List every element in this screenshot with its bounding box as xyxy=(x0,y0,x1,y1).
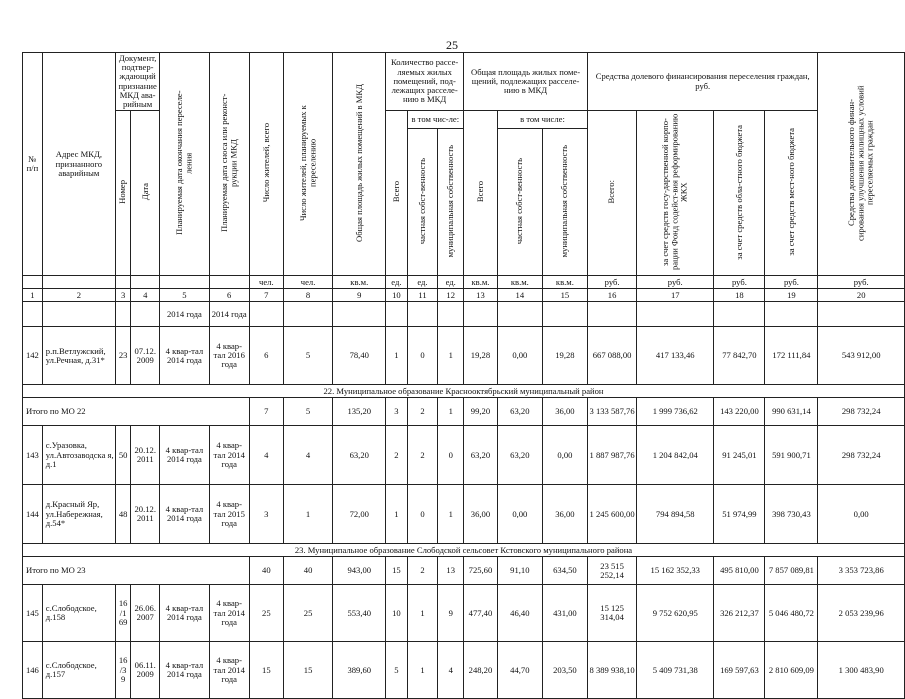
cell-fund-additional: 543 912,00 xyxy=(818,327,905,385)
cell-planned-end: 4 квар-тал 2014 года xyxy=(160,426,209,485)
cell-fund-local: 990 631,14 xyxy=(765,398,818,426)
cell-fund-local: 2 810 609,09 xyxy=(765,642,818,699)
cell-fund-local: 5 046 480,72 xyxy=(765,585,818,642)
unit-cell: руб. xyxy=(714,276,765,289)
header-doc-date: Дата xyxy=(139,183,150,201)
cell-area-total: 248,20 xyxy=(464,642,498,699)
unit-cell: кв.м. xyxy=(542,276,587,289)
unit-cell: ед. xyxy=(407,276,438,289)
header-fund-total: Всего: xyxy=(606,180,617,204)
cell-fund-total: 1 887 987,76 xyxy=(588,426,637,485)
header-num: № п/п xyxy=(23,53,43,276)
cell-num: 142 xyxy=(23,327,43,385)
cell-residents: 3 xyxy=(249,485,283,544)
cell-rooms-municipal: 1 xyxy=(438,398,464,426)
col-number: 3 xyxy=(115,289,130,302)
col-number: 18 xyxy=(714,289,765,302)
col-number: 9 xyxy=(333,289,386,302)
cell-rooms-total: 1 xyxy=(386,327,407,385)
total-row xyxy=(23,557,905,585)
cell-rooms-municipal: 9 xyxy=(438,585,464,642)
cell-num: 146 xyxy=(23,642,43,699)
cell-fund-region: 77 842,70 xyxy=(714,327,765,385)
unit-cell: руб. xyxy=(637,276,714,289)
header-fund-fund: за счет средств госу-дарственной корпо-рации Фонд содейст-вия реформированию ЖКХ xyxy=(660,113,689,271)
cell-fund-local: 7 857 089,81 xyxy=(765,557,818,585)
cell-doc-number: 50 xyxy=(115,426,130,485)
cell-total-area: 135,20 xyxy=(333,398,386,426)
cell-area-municipal: 431,00 xyxy=(542,585,587,642)
cell-num: 144 xyxy=(23,485,43,544)
page-number: 25 xyxy=(446,38,458,52)
unit-cell: руб. xyxy=(818,276,905,289)
cell-doc-date: 07.12. 2009 xyxy=(131,327,160,385)
col-number: 17 xyxy=(637,289,714,302)
cell-fund-fund: 417 133,46 xyxy=(637,327,714,385)
table-row xyxy=(23,426,905,485)
header-rooms-municipal: муниципальная собственность xyxy=(445,144,456,258)
cell-rooms-private: 1 xyxy=(407,585,438,642)
unit-cell: кв.м. xyxy=(464,276,498,289)
col-number: 1 xyxy=(23,289,43,302)
cell-doc-date: 26.06. 2007 xyxy=(131,585,160,642)
cell-area-municipal: 36,00 xyxy=(542,398,587,426)
header-planned-demolition: Планируемая дата сноса или реконст-рукции МКД xyxy=(218,93,239,233)
header-area-total: Всего xyxy=(474,181,485,203)
header-area-incl: в том числе: xyxy=(497,111,587,129)
header-rooms-count: Количество рассе-ляемых жилых помещений, под-лежащих расселе-нию в МКД xyxy=(386,53,464,111)
cell-area-total: 99,20 xyxy=(464,398,498,426)
cell-area-total: 63,20 xyxy=(464,426,498,485)
cell-doc-date: 20.12. 2011 xyxy=(131,426,160,485)
cell-area-private: 63,20 xyxy=(497,398,542,426)
cell-area-private: 0,00 xyxy=(497,327,542,385)
col-number: 20 xyxy=(818,289,905,302)
cell-residents-planned: 5 xyxy=(283,327,332,385)
units-row xyxy=(23,276,905,289)
col-number: 19 xyxy=(765,289,818,302)
cell-area-total: 477,40 xyxy=(464,585,498,642)
cell-doc-number: 16 /3 9 xyxy=(115,642,130,699)
cell-fund-total: 8 389 938,10 xyxy=(588,642,637,699)
cell-total-area: 389,60 xyxy=(333,642,386,699)
cell-fund-additional: 1 300 483,90 xyxy=(818,642,905,699)
cell-total-area: 72,00 xyxy=(333,485,386,544)
cell-total-area: 63,20 xyxy=(333,426,386,485)
cell-address: с.Слободское, д.158 xyxy=(42,585,115,642)
cell-planned-demolition: 4 квар-тал 2014 года xyxy=(209,642,249,699)
cell-planned-end: 4 квар-тал 2014 года xyxy=(160,485,209,544)
header-rooms-private: частная собст-венность xyxy=(416,157,427,244)
col-number: 12 xyxy=(438,289,464,302)
header-doc-number: Номер xyxy=(117,180,128,204)
col-number: 14 xyxy=(497,289,542,302)
cell-fund-total: 23 515 252,14 xyxy=(588,557,637,585)
cell-planned-demolition: 4 квар-тал 2014 года xyxy=(209,585,249,642)
unit-cell: ед. xyxy=(386,276,407,289)
unit-cell: кв.м. xyxy=(497,276,542,289)
section-heading: 23. Муниципальное образование Слободской сельсовет Кстовского муниципального района xyxy=(23,544,905,557)
unit-cell: ед. xyxy=(438,276,464,289)
cell-fund-local: 172 111,84 xyxy=(765,327,818,385)
cell-area-total: 725,60 xyxy=(464,557,498,585)
cell-area-municipal: 19,28 xyxy=(542,327,587,385)
cell-rooms-total: 5 xyxy=(386,642,407,699)
cell-rooms-total: 15 xyxy=(386,557,407,585)
cell-rooms-total: 1 xyxy=(386,485,407,544)
cell-fund-total: 667 088,00 xyxy=(588,327,637,385)
cell-fund-additional: 298 732,24 xyxy=(818,398,905,426)
cell-rooms-private: 2 xyxy=(407,557,438,585)
cell-total-area: 943,00 xyxy=(333,557,386,585)
total-label: Итого по МО 23 xyxy=(23,557,250,585)
table-row xyxy=(23,585,905,642)
cell-fund-fund: 1 204 842,04 xyxy=(637,426,714,485)
cell-area-municipal: 36,00 xyxy=(542,485,587,544)
cell-fund-region: 91 245,01 xyxy=(714,426,765,485)
cell-doc-number: 48 xyxy=(115,485,130,544)
header-rooms-incl: в том чис-ле: xyxy=(407,111,463,129)
cell-fund-local: 398 730,43 xyxy=(765,485,818,544)
resettlement-table xyxy=(22,52,905,699)
cell-rooms-private: 0 xyxy=(407,485,438,544)
cell-residents-planned: 5 xyxy=(283,398,332,426)
header-funding-group: Средства долевого финансирования переселения граждан, руб. xyxy=(588,53,818,111)
cell-area-private: 44,70 xyxy=(497,642,542,699)
cell-area-private: 0,00 xyxy=(497,485,542,544)
cell-fund-region: 169 597,63 xyxy=(714,642,765,699)
column-numbers-row xyxy=(23,289,905,302)
cell-fund-additional: 0,00 xyxy=(818,485,905,544)
cell-fund-region: 51 974,99 xyxy=(714,485,765,544)
cell-rooms-total: 10 xyxy=(386,585,407,642)
cell-area-private: 91,10 xyxy=(497,557,542,585)
col-number: 2 xyxy=(42,289,115,302)
cell-area-municipal: 203,50 xyxy=(542,642,587,699)
cell-planned-end: 4 квар-тал 2014 года xyxy=(160,327,209,385)
cell-residents-planned: 1 xyxy=(283,485,332,544)
cell-planned-demolition: 4 квар-тал 2015 года xyxy=(209,485,249,544)
cell-fund-total: 15 125 314,04 xyxy=(588,585,637,642)
total-row xyxy=(23,398,905,426)
cell-rooms-private: 0 xyxy=(407,327,438,385)
cell-residents: 40 xyxy=(249,557,283,585)
cell-planned-end: 4 квар-тал 2014 года xyxy=(160,642,209,699)
header-document: Документ, подтвер-ждающий признание МКД ава-рийным xyxy=(115,53,159,111)
cell-residents: 25 xyxy=(249,585,283,642)
cell-rooms-private: 2 xyxy=(407,426,438,485)
col-number: 7 xyxy=(249,289,283,302)
col-number: 10 xyxy=(386,289,407,302)
cell-fund-region: 495 810,00 xyxy=(714,557,765,585)
cell-doc-number: 16 /1 69 xyxy=(115,585,130,642)
cell-residents-planned: 25 xyxy=(283,585,332,642)
cell-area-total: 36,00 xyxy=(464,485,498,544)
table-row xyxy=(23,642,905,699)
cell-area-private: 46,40 xyxy=(497,585,542,642)
cell-address: р.п.Ветлужский, ул.Речная, д.31* xyxy=(42,327,115,385)
cell-rooms-private: 1 xyxy=(407,642,438,699)
cell-rooms-municipal: 1 xyxy=(438,327,464,385)
cell-num: 143 xyxy=(23,426,43,485)
cell-residents-planned: 15 xyxy=(283,642,332,699)
cell-area-private: 63,20 xyxy=(497,426,542,485)
col-number: 4 xyxy=(131,289,160,302)
cell-rooms-municipal: 13 xyxy=(438,557,464,585)
cell-rooms-municipal: 1 xyxy=(438,485,464,544)
unit-cell: руб. xyxy=(588,276,637,289)
cell-planned-demolition: 4 квар-тал 2016 года xyxy=(209,327,249,385)
cell-planned-end: 4 квар-тал 2014 года xyxy=(160,585,209,642)
header-row xyxy=(23,53,905,111)
cell-area-total: 19,28 xyxy=(464,327,498,385)
cell-fund-additional: 3 353 723,86 xyxy=(818,557,905,585)
cell-fund-total: 3 133 587,76 xyxy=(588,398,637,426)
col-number: 5 xyxy=(160,289,209,302)
header-area-group: Общая площадь жилых поме-щений, подлежащих расселе-нию в МКД xyxy=(464,53,588,111)
col-number: 16 xyxy=(588,289,637,302)
cell-fund-additional: 298 732,24 xyxy=(818,426,905,485)
header-fund-region: за счет средств обла-стного бюджета xyxy=(733,124,744,260)
header-address: Адрес МКД, признанного аварийным xyxy=(42,53,115,276)
cell-rooms-total: 3 xyxy=(386,398,407,426)
cell-rooms-private: 2 xyxy=(407,398,438,426)
cell-doc-date: 06.11. 2009 xyxy=(131,642,160,699)
cell-fund-fund: 9 752 620,95 xyxy=(637,585,714,642)
col-number: 15 xyxy=(542,289,587,302)
cell-fund-region: 326 212,37 xyxy=(714,585,765,642)
cell-fund-region: 143 220,00 xyxy=(714,398,765,426)
cell-residents-planned: 40 xyxy=(283,557,332,585)
cell-residents: 7 xyxy=(249,398,283,426)
header-area-municipal: муниципальная собственность xyxy=(559,144,570,258)
col-number: 6 xyxy=(209,289,249,302)
cell-rooms-municipal: 4 xyxy=(438,642,464,699)
cell-fund-fund: 1 999 736,62 xyxy=(637,398,714,426)
cell-total-area: 78,40 xyxy=(333,327,386,385)
cell-residents-planned: 4 xyxy=(283,426,332,485)
cell-residents: 15 xyxy=(249,642,283,699)
section-heading: 22. Муниципальное образование Краснооктябрьский муниципальный район xyxy=(23,385,905,398)
cell-rooms-total: 2 xyxy=(386,426,407,485)
cell-total-area: 553,40 xyxy=(333,585,386,642)
unit-cell: чел. xyxy=(283,276,332,289)
header-fund-additional: Средства дополнительного финан-сирования улучшения жилищных условий переселяемых граждан xyxy=(846,85,875,241)
cell-planned-demolition: 4 квар-тал 2014 года xyxy=(209,426,249,485)
header-planned-end: Планируемая дата окончания переселе-ления xyxy=(174,90,194,236)
cell-residents: 6 xyxy=(249,327,283,385)
cell-address: с.Уразовка, ул.Автозаводска я, д.1 xyxy=(42,426,115,485)
col-number: 13 xyxy=(464,289,498,302)
header-rooms-total: Всего xyxy=(390,181,401,203)
cell-planned-demolition: 2014 года xyxy=(209,302,249,327)
cell-doc-number: 23 xyxy=(115,327,130,385)
col-number: 11 xyxy=(407,289,438,302)
cell-fund-total: 1 245 600,00 xyxy=(588,485,637,544)
unit-cell: руб. xyxy=(765,276,818,289)
table-row xyxy=(23,327,905,385)
cell-fund-additional: 2 053 239,96 xyxy=(818,585,905,642)
unit-cell: чел. xyxy=(249,276,283,289)
header-residents: Число жителей, всего xyxy=(260,123,271,203)
cell-fund-fund: 15 162 352,33 xyxy=(637,557,714,585)
cell-fund-fund: 5 409 731,38 xyxy=(637,642,714,699)
cell-address: с.Слободское, д.157 xyxy=(42,642,115,699)
cell-doc-date: 20.12. 2011 xyxy=(131,485,160,544)
table-row xyxy=(23,485,905,544)
cell-address: д.Красный Яр, ул.Набережная, д.54* xyxy=(42,485,115,544)
header-fund-local: за счет средств мест-ного бюджета xyxy=(785,128,796,256)
cell-area-municipal: 634,50 xyxy=(542,557,587,585)
header-total-area: Общая площадь жилых помещений в МКД xyxy=(353,83,364,242)
cell-area-municipal: 0,00 xyxy=(542,426,587,485)
cell-planned-end: 2014 года xyxy=(160,302,209,327)
header-residents-planned: Число жителей, планируемых к переселению xyxy=(297,105,318,221)
cell-fund-local: 591 900,71 xyxy=(765,426,818,485)
total-label: Итого по МО 22 xyxy=(23,398,250,426)
cell-fund-fund: 794 894,58 xyxy=(637,485,714,544)
cell-num: 145 xyxy=(23,585,43,642)
unit-cell: кв.м. xyxy=(333,276,386,289)
header-area-private: частная собст-венность xyxy=(514,157,525,244)
table-row xyxy=(23,302,905,327)
col-number: 8 xyxy=(283,289,332,302)
cell-rooms-municipal: 0 xyxy=(438,426,464,485)
cell-residents: 4 xyxy=(249,426,283,485)
